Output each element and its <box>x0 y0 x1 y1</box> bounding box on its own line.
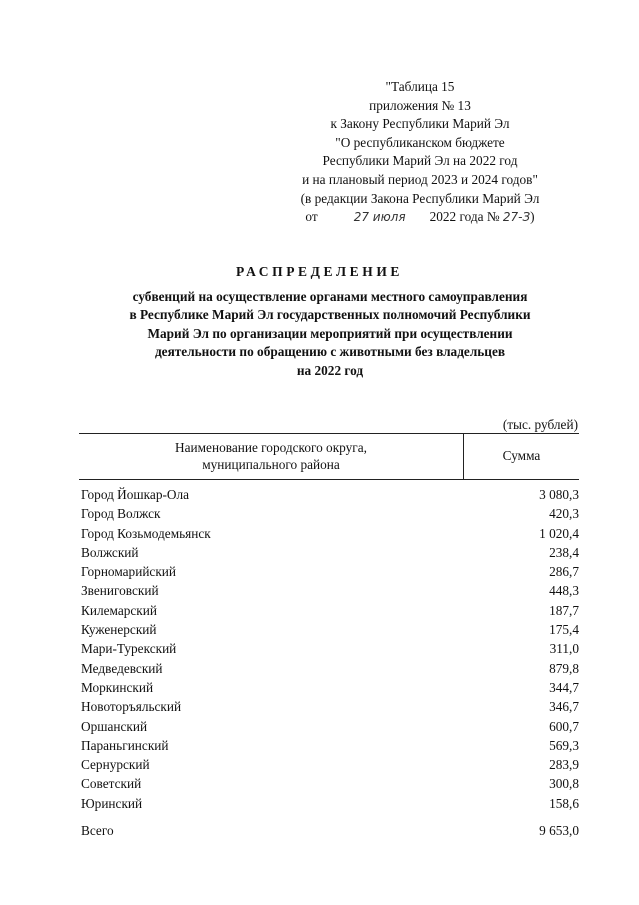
row-value: 879,8 <box>549 660 579 676</box>
row-name: Город Козьмодемьянск <box>81 525 211 541</box>
table-row <box>81 736 579 755</box>
row-name: Куженерский <box>81 622 157 638</box>
header-line: "Таблица 15 <box>385 79 455 94</box>
table-row <box>81 601 579 620</box>
document-title: РАСПРЕДЕЛЕНИЕ <box>235 264 404 279</box>
handwritten-date: 27 июля <box>353 210 406 225</box>
row-value: 238,4 <box>549 544 579 560</box>
table-row <box>81 774 579 793</box>
row-value: 420,3 <box>549 506 579 522</box>
row-value: 344,7 <box>549 679 579 695</box>
table-row <box>81 678 579 697</box>
column-header-name-line: муниципального района <box>202 457 340 472</box>
table-row <box>81 543 579 562</box>
table-body <box>81 485 579 813</box>
row-value: 175,4 <box>549 622 579 638</box>
total-row <box>81 821 579 840</box>
table-row <box>81 581 579 600</box>
row-name: Советский <box>81 776 142 792</box>
row-name: Сернурский <box>81 757 150 773</box>
document-subtitle <box>90 288 570 380</box>
header-line: приложения № 13 <box>369 97 471 113</box>
table-row <box>81 697 579 716</box>
row-value: 300,8 <box>549 776 579 792</box>
table-row <box>81 485 579 504</box>
row-value: 3 080,3 <box>539 487 579 502</box>
subtitle-line: в Республике Марий Эл государственных полномочий Республики <box>129 307 531 323</box>
row-value: 600,7 <box>549 718 579 734</box>
row-value: 569,3 <box>549 737 579 753</box>
row-value: 286,7 <box>549 564 579 580</box>
row-value: 311,0 <box>549 641 579 657</box>
row-name: Город Волжск <box>81 506 161 522</box>
header-line: (в редакции Закона Республики Марий Эл <box>300 190 540 206</box>
table-row <box>81 755 579 774</box>
header-line: к Закону Республики Марий Эл <box>330 116 510 132</box>
row-value: 448,3 <box>549 583 579 599</box>
column-header-name-line: Наименование городского округа, <box>175 440 367 455</box>
row-value: 187,7 <box>549 602 579 618</box>
row-name: Юринский <box>81 795 143 811</box>
table-row <box>81 659 579 678</box>
row-name: Новоторъяльский <box>81 699 182 715</box>
legal-header <box>270 78 570 227</box>
total-value: 9 653,0 <box>539 823 579 838</box>
total-label: Всего <box>81 823 114 838</box>
table-row <box>81 524 579 543</box>
header-line: "О республиканском бюджете <box>335 134 505 150</box>
date-prefix: от <box>305 209 318 225</box>
row-value: 346,7 <box>549 699 579 715</box>
table-row <box>81 639 579 658</box>
subtitle-line: деятельности по обращению с животными без владельцев <box>154 344 506 360</box>
handwritten-number: 27-З <box>502 210 531 225</box>
row-name: Город Йошкар-Ола <box>81 487 190 502</box>
row-name: Оршанский <box>81 718 148 734</box>
row-value: 158,6 <box>549 795 579 811</box>
header-line: и на плановый период 2023 и 2024 годов" <box>302 171 538 187</box>
date-suffix: ) <box>530 209 535 225</box>
table-header-bottom-rule <box>79 479 579 480</box>
header-line: Республики Марий Эл на 2022 год <box>322 153 518 169</box>
row-value: 283,9 <box>549 757 579 773</box>
row-name: Медведевский <box>81 660 163 676</box>
date-year: 2022 года № <box>429 209 500 225</box>
header-date-line <box>270 208 570 227</box>
row-name: Мари-Турекский <box>81 641 177 657</box>
row-name: Килемарский <box>81 602 157 618</box>
table-row <box>81 717 579 736</box>
row-name: Звениговский <box>81 583 159 599</box>
subtitle-line: Марий Эл по организации мероприятий при осуществлении <box>147 325 513 341</box>
row-value: 1 020,4 <box>539 525 579 541</box>
units-label: (тыс. рублей) <box>502 417 578 432</box>
subtitle-line: на 2022 год <box>296 362 364 378</box>
table-row <box>81 620 579 639</box>
subtitle-line: субвенций на осуществление органами местного самоуправления <box>132 289 528 304</box>
table-row <box>81 794 579 813</box>
row-name: Параньгинский <box>81 737 169 753</box>
row-name: Горномарийский <box>81 564 177 580</box>
table-row <box>81 562 579 581</box>
table-top-rule <box>79 433 579 434</box>
table-row <box>81 504 579 523</box>
column-header-sum: Сумма <box>502 448 541 463</box>
row-name: Моркинский <box>81 679 154 695</box>
column-header-name <box>79 439 463 473</box>
row-name: Волжский <box>81 544 139 560</box>
